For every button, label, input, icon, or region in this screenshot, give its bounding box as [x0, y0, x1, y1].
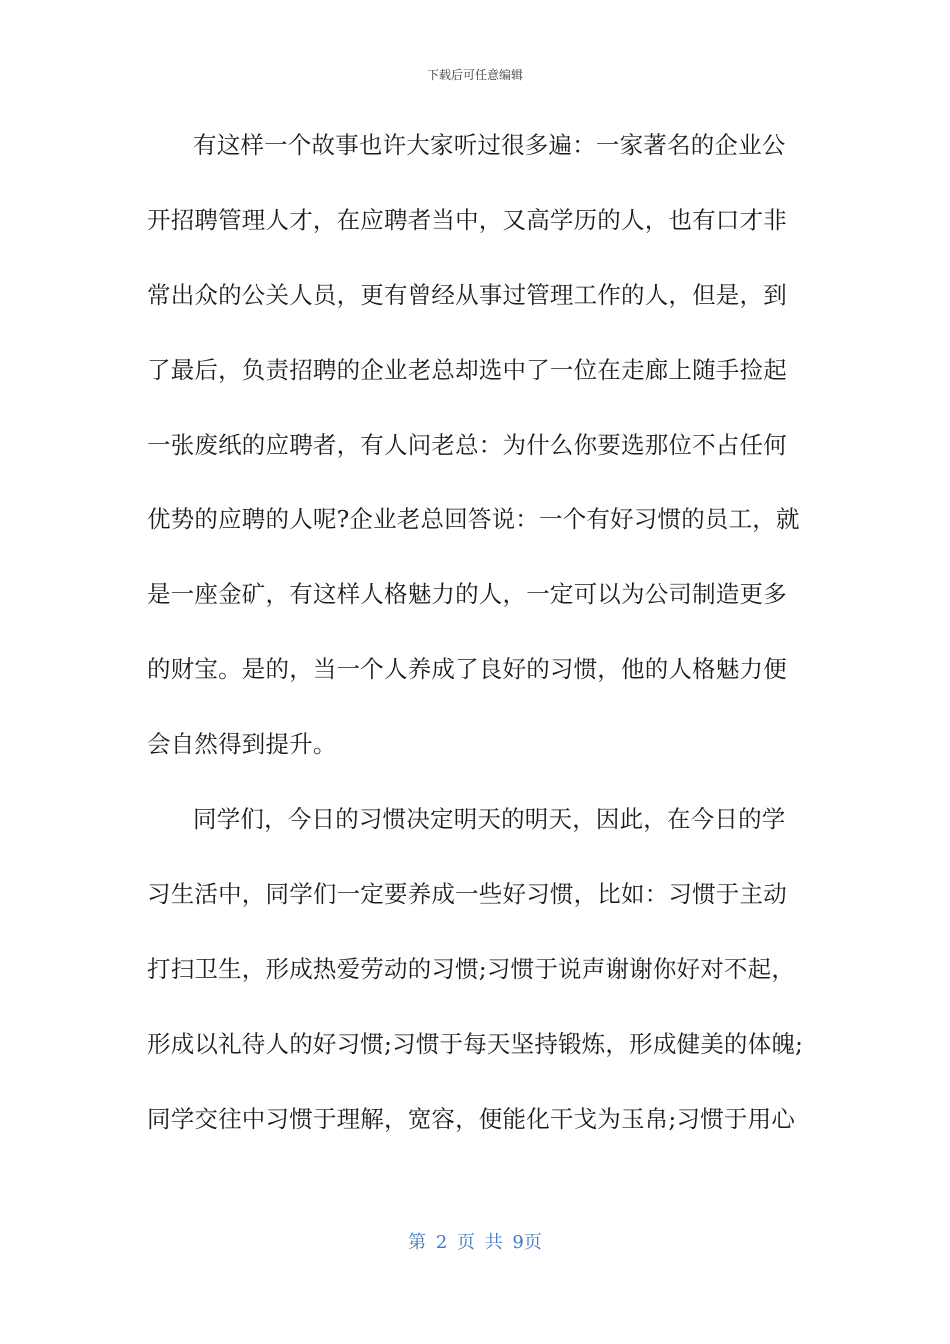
- text-line: 同学们，今日的习惯决定明天的明天，因此，在今日的学: [193, 805, 786, 834]
- text-line: 常出众的公关人员，更有曾经从事过管理工作的人，但是，到: [147, 280, 787, 309]
- text-line: 习生活中，同学们一定要养成一些好习惯，比如：习惯于主动: [147, 879, 787, 908]
- text-line: 同学交往中习惯于理解，宽容，便能化干戈为玉帛;习惯于用心: [147, 1104, 796, 1133]
- text-line: 一张废纸的应聘者，有人问老总：为什么你要选那位不占任何: [147, 430, 787, 459]
- text-line: 有这样一个故事也许大家听过很多遍：一家著名的企业公: [193, 131, 786, 159]
- text-line: 的财宝。是的，当一个人养成了良好的习惯，他的人格魅力便: [147, 655, 787, 684]
- text-line: 是一座金矿，有这样人格魅力的人，一定可以为公司制造更多: [147, 580, 787, 609]
- page-number-footer: 第 2 页 共 9页: [408, 1232, 542, 1253]
- text-line: 开招聘管理人才，在应聘者当中，又高学历的人，也有口才非: [147, 205, 787, 234]
- text-line: 会自然得到提升。: [147, 730, 337, 759]
- paragraph-story: [147, 122, 807, 796]
- text-line: 了最后，负责招聘的企业老总却选中了一位在走廊上随手捡起: [147, 355, 787, 384]
- paragraph-habits: [147, 796, 807, 1170]
- page-header-note: 下载后可任意编辑: [426, 68, 523, 82]
- text-line: 优势的应聘的人呢?企业老总回答说：一个有好习惯的员工，就: [147, 505, 800, 534]
- text-line: 打扫卫生，形成热爱劳动的习惯;习惯于说声谢谢你好对不起，: [147, 954, 796, 983]
- document-body: [147, 122, 807, 1170]
- text-line: 形成以礼待人的好习惯;习惯于每天坚持锻炼，形成健美的体魄;: [147, 1029, 804, 1058]
